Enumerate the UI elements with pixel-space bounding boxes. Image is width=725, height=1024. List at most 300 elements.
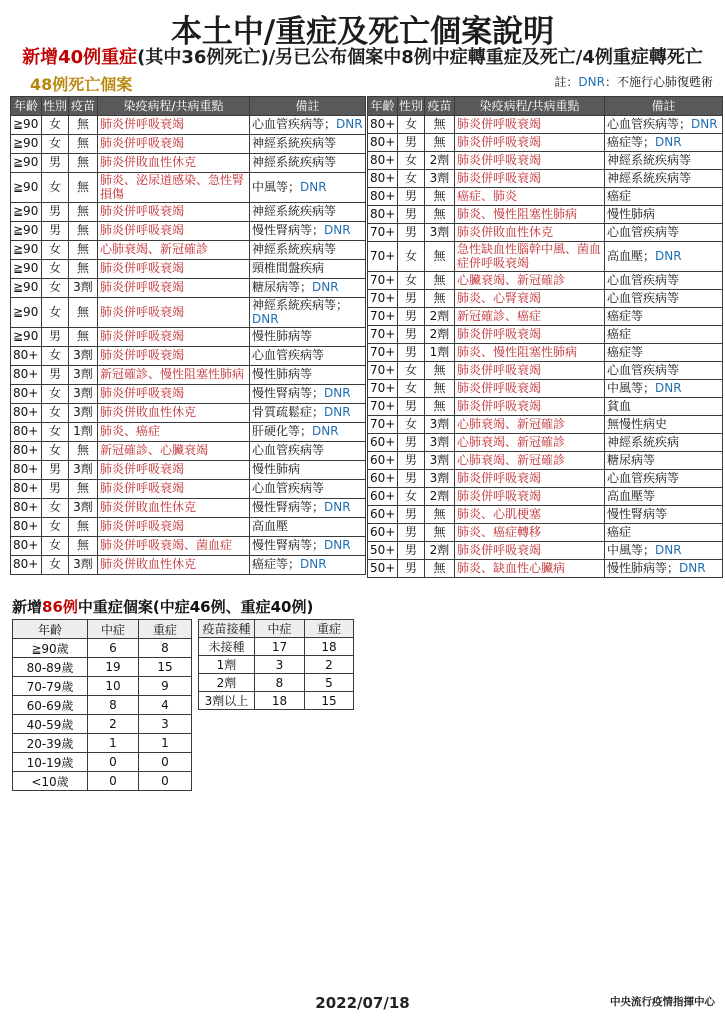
sex-cell: 男	[398, 524, 425, 542]
severe-count-cell: 15	[305, 692, 354, 710]
dnr-tag: DNR	[300, 557, 327, 572]
sex-cell: 女	[42, 116, 69, 135]
remark-text: 慢性腎病等；	[252, 500, 325, 515]
sex-cell: 男	[42, 222, 69, 241]
moderate-count-cell: 8	[88, 696, 139, 715]
sex-cell: 男	[398, 134, 425, 152]
course-cell: 肺炎併呼吸衰竭	[98, 461, 250, 480]
remark-cell	[250, 385, 366, 404]
age-cell: 80+	[368, 152, 398, 170]
remark-text: 慢性腎病等；	[252, 538, 325, 553]
death-table-header-row	[11, 97, 366, 116]
death-row	[368, 116, 723, 134]
remark-text: 癌症等；	[607, 134, 656, 149]
course-cell: 肺炎併呼吸衰竭	[455, 398, 605, 416]
remark-cell	[605, 344, 723, 362]
course-cell: 肺炎、癌症	[98, 423, 250, 442]
sex-cell: 男	[398, 224, 425, 242]
course-cell: 肺炎併呼吸衰竭	[98, 480, 250, 499]
dnr-tag: DNR	[300, 179, 327, 194]
course-cell: 肺炎併呼吸衰竭	[455, 542, 605, 560]
course-cell: 肺炎併呼吸衰竭	[455, 116, 605, 134]
sex-cell: 女	[42, 499, 69, 518]
remark-text: 神經系統疾病等	[252, 155, 337, 170]
sex-cell: 女	[42, 173, 69, 203]
vaccine-cell: 無	[69, 154, 98, 173]
vaccine-cell: 無	[69, 116, 98, 135]
vaccine-cell: 3劑	[69, 499, 98, 518]
death-row	[11, 135, 366, 154]
age-cell: 80+	[11, 556, 42, 575]
vaccine-cell: 3劑	[425, 170, 455, 188]
death-row	[11, 241, 366, 260]
death-row	[368, 398, 723, 416]
vaccine-cell: 無	[425, 524, 455, 542]
death-row	[11, 518, 366, 537]
remark-cell	[250, 442, 366, 461]
remark-cell	[250, 173, 366, 203]
age-cell: 80+	[11, 461, 42, 480]
remark-text: 肝硬化等；	[252, 424, 313, 439]
footnote-term: DNR	[578, 75, 605, 89]
course-cell: 肺炎、心肌梗塞	[455, 506, 605, 524]
moderate-count-cell: 6	[88, 639, 139, 658]
course-cell: 肺炎、泌尿道感染、急性腎損傷	[98, 173, 250, 203]
age-cell: 60+	[368, 506, 398, 524]
death-row	[368, 506, 723, 524]
remark-text: 高血壓	[252, 519, 289, 534]
course-cell: 心肺衰竭、新冠確診	[98, 241, 250, 260]
sex-cell: 女	[42, 442, 69, 461]
remark-cell	[605, 242, 723, 272]
remark-text: 高血壓等	[607, 488, 656, 503]
remark-cell	[605, 452, 723, 470]
remark-cell	[605, 542, 723, 560]
remark-text: 慢性腎病等；	[252, 386, 325, 401]
death-row	[368, 134, 723, 152]
severe-count-cell: 8	[139, 639, 192, 658]
age-cell: 80+	[11, 442, 42, 461]
remark-cell	[250, 404, 366, 423]
death-row	[11, 461, 366, 480]
vaccine-cell: 無	[425, 290, 455, 308]
remark-text: 神經系統疾病等	[252, 242, 337, 257]
group-label-cell: 未接種	[199, 638, 255, 656]
remark-cell	[605, 224, 723, 242]
remark-cell	[250, 328, 366, 347]
vaccine-cell: 1劑	[69, 423, 98, 442]
remark-text: 神經系統疾病	[607, 434, 680, 449]
sex-cell: 男	[42, 203, 69, 222]
sex-cell: 男	[398, 560, 425, 578]
remark-text: 心血管疾病等；	[607, 116, 692, 131]
dnr-tag: DNR	[324, 500, 351, 515]
death-row	[368, 242, 723, 272]
remark-text: 神經系統疾病等	[252, 136, 337, 151]
sex-cell: 男	[42, 366, 69, 385]
vaccine-cell: 無	[69, 298, 98, 328]
sex-cell: 女	[42, 404, 69, 423]
vaccine-cell: 3劑	[425, 434, 455, 452]
remark-text: 慢性肺病	[252, 462, 301, 477]
dnr-tag: DNR	[655, 248, 682, 263]
course-cell: 肺炎併敗血性休克	[98, 499, 250, 518]
age-cell: ≧90	[11, 135, 42, 154]
vaccine-cell: 無	[425, 116, 455, 134]
remark-text: 心血管疾病等	[607, 290, 680, 305]
column-header-vaccine: 疫苗	[69, 97, 98, 116]
death-row	[11, 203, 366, 222]
remark-text: 心血管疾病等	[607, 470, 680, 485]
summary-row	[13, 753, 192, 772]
age-cell: 70+	[368, 416, 398, 434]
age-cell: ≧90	[11, 260, 42, 279]
sex-cell: 女	[398, 416, 425, 434]
moderate-count-cell: 2	[88, 715, 139, 734]
severe-count-cell: 18	[305, 638, 354, 656]
death-row	[368, 326, 723, 344]
summary-row	[13, 658, 192, 677]
column-header-age-group: 年齡	[13, 620, 88, 639]
dnr-tag: DNR	[324, 386, 351, 401]
sex-cell: 男	[398, 506, 425, 524]
death-row	[11, 499, 366, 518]
remark-text: 慢性肺病等	[252, 329, 313, 344]
sex-cell: 男	[398, 308, 425, 326]
remark-text: 慢性肺病等；	[607, 560, 680, 575]
remark-cell	[250, 537, 366, 556]
subtitle-highlight: 新增40例重症	[22, 47, 138, 68]
summary-row	[13, 734, 192, 753]
group-label-cell: 10-19歲	[13, 753, 88, 772]
sex-cell: 女	[398, 488, 425, 506]
death-row	[368, 434, 723, 452]
remark-cell	[250, 203, 366, 222]
course-cell: 肺炎併呼吸衰竭	[455, 362, 605, 380]
vaccine-cell: 3劑	[69, 385, 98, 404]
death-row	[368, 188, 723, 206]
age-cell: 50+	[368, 542, 398, 560]
severe-count-cell: 3	[139, 715, 192, 734]
remark-text: 糖尿病等	[607, 452, 656, 467]
remark-text: 慢性腎病等；	[252, 223, 325, 238]
remark-cell	[605, 398, 723, 416]
remark-cell	[605, 326, 723, 344]
remark-cell	[605, 524, 723, 542]
moderate-count-cell: 0	[88, 772, 139, 791]
death-row	[11, 116, 366, 135]
death-row	[368, 152, 723, 170]
group-label-cell: 70-79歲	[13, 677, 88, 696]
course-cell: 肺炎併呼吸衰竭	[98, 116, 250, 135]
death-row	[368, 380, 723, 398]
column-header-remark: 備註	[250, 97, 366, 116]
death-row	[11, 328, 366, 347]
sex-cell: 男	[42, 461, 69, 480]
vaccine-cell: 無	[69, 222, 98, 241]
severe-count-cell: 15	[139, 658, 192, 677]
age-cell: 80+	[368, 206, 398, 224]
summary-row	[13, 696, 192, 715]
death-row	[368, 524, 723, 542]
sex-cell: 女	[42, 260, 69, 279]
sex-cell: 女	[42, 347, 69, 366]
dnr-tag: DNR	[324, 538, 351, 553]
vaccine-cell: 2劑	[425, 488, 455, 506]
age-cell: 60+	[368, 488, 398, 506]
course-cell: 肺炎併敗血性休克	[455, 224, 605, 242]
summary-header-row	[199, 620, 354, 638]
course-cell: 肺炎、慢性阻塞性肺病	[455, 206, 605, 224]
remark-cell	[605, 272, 723, 290]
column-header-moderate: 中症	[255, 620, 305, 638]
dnr-tag: DNR	[336, 117, 363, 132]
moderate-count-cell: 1	[88, 734, 139, 753]
remark-cell	[250, 518, 366, 537]
dnr-tag: DNR	[312, 280, 339, 295]
remark-cell	[605, 188, 723, 206]
remark-cell	[250, 480, 366, 499]
age-cell: ≧90	[11, 203, 42, 222]
vaccine-cell: 無	[69, 241, 98, 260]
remark-cell	[250, 135, 366, 154]
sex-cell: 女	[42, 385, 69, 404]
remark-text: 貧血	[607, 398, 632, 413]
vaccine-cell: 無	[425, 242, 455, 272]
remark-cell	[250, 347, 366, 366]
age-cell: 80+	[368, 134, 398, 152]
sex-cell: 男	[398, 434, 425, 452]
sex-cell: 男	[42, 480, 69, 499]
remark-text: 癌症	[607, 188, 632, 203]
summary-row	[13, 677, 192, 696]
dnr-tag: DNR	[324, 405, 351, 420]
sex-cell: 女	[398, 242, 425, 272]
group-label-cell: 2劑	[199, 674, 255, 692]
dnr-tag: DNR	[312, 424, 339, 439]
death-row	[11, 347, 366, 366]
sex-cell: 女	[42, 298, 69, 328]
death-row	[11, 537, 366, 556]
moderate-count-cell: 19	[88, 658, 139, 677]
remark-text: 中風等；	[607, 542, 656, 557]
age-cell: ≧90	[11, 222, 42, 241]
course-cell: 心臟衰竭、新冠確診	[455, 272, 605, 290]
age-cell: 70+	[368, 242, 398, 272]
remark-cell	[605, 416, 723, 434]
remark-text: 無慢性病史	[607, 416, 668, 431]
vaccine-cell: 3劑	[69, 366, 98, 385]
sex-cell: 女	[398, 170, 425, 188]
sex-cell: 女	[42, 423, 69, 442]
sex-cell: 女	[42, 135, 69, 154]
age-cell: 70+	[368, 380, 398, 398]
vaccine-cell: 1劑	[425, 344, 455, 362]
death-row	[11, 480, 366, 499]
death-row	[11, 442, 366, 461]
vaccine-cell: 無	[425, 506, 455, 524]
remark-cell	[250, 222, 366, 241]
sex-cell: 女	[398, 362, 425, 380]
sex-cell: 男	[398, 452, 425, 470]
column-header-vaccination: 疫苗接種	[199, 620, 255, 638]
course-cell: 肺炎併呼吸衰竭	[98, 203, 250, 222]
dnr-tag: DNR	[655, 380, 682, 395]
section-label-deaths: 48例死亡個案	[30, 75, 133, 94]
issuer-name: 中央流行疫情指揮中心	[610, 996, 715, 1008]
death-row	[368, 290, 723, 308]
dnr-tag: DNR	[691, 116, 718, 131]
age-cell: 70+	[368, 224, 398, 242]
sex-cell: 男	[398, 290, 425, 308]
moderate-count-cell: 0	[88, 753, 139, 772]
course-cell: 肺炎、癌症轉移	[455, 524, 605, 542]
group-label-cell: <10歲	[13, 772, 88, 791]
course-cell: 新冠確診、心臟衰竭	[98, 442, 250, 461]
death-row	[11, 423, 366, 442]
remark-cell	[250, 499, 366, 518]
age-cell: 80+	[11, 518, 42, 537]
vaccine-cell: 無	[69, 537, 98, 556]
remark-cell	[250, 241, 366, 260]
column-header-remark: 備註	[605, 97, 723, 116]
severe-count-cell: 0	[139, 753, 192, 772]
age-cell: 70+	[368, 344, 398, 362]
column-header-severe: 重症	[139, 620, 192, 639]
vaccine-cell: 3劑	[69, 404, 98, 423]
course-cell: 肺炎併呼吸衰竭	[98, 347, 250, 366]
summary-row	[199, 638, 354, 656]
subtitle-rest: (其中36例死亡)/另已公布個案中8例中症轉重症及死亡/4例重症轉死亡	[137, 47, 703, 68]
course-cell: 心肺衰竭、新冠確診	[455, 452, 605, 470]
age-cell: 80+	[11, 423, 42, 442]
course-cell: 肺炎併呼吸衰竭	[98, 222, 250, 241]
death-row	[368, 470, 723, 488]
remark-cell	[605, 308, 723, 326]
course-cell: 肺炎、缺血性心臟病	[455, 560, 605, 578]
death-row	[368, 224, 723, 242]
remark-text: 頸椎間盤疾病	[252, 261, 325, 276]
death-row	[368, 308, 723, 326]
remark-cell	[605, 506, 723, 524]
remark-text: 癌症等	[607, 308, 644, 323]
remark-cell	[605, 380, 723, 398]
dnr-footnote	[554, 74, 713, 90]
course-cell: 肺炎、心腎衰竭	[455, 290, 605, 308]
age-cell: 70+	[368, 326, 398, 344]
course-cell: 新冠確診、慢性阻塞性肺病	[98, 366, 250, 385]
course-cell: 肺炎、慢性阻塞性肺病	[455, 344, 605, 362]
vaccine-cell: 無	[69, 203, 98, 222]
remark-cell	[250, 116, 366, 135]
vaccine-cell: 3劑	[69, 347, 98, 366]
dnr-tag: DNR	[324, 223, 351, 238]
death-row	[11, 385, 366, 404]
death-row	[11, 154, 366, 173]
vaccine-cell: 無	[69, 135, 98, 154]
remark-cell	[605, 362, 723, 380]
age-cell: 80+	[11, 366, 42, 385]
age-cell: 70+	[368, 272, 398, 290]
course-cell: 肺炎併呼吸衰竭	[455, 134, 605, 152]
report-date: 2022/07/18	[315, 994, 410, 1012]
age-cell: 80+	[11, 385, 42, 404]
sex-cell: 男	[42, 154, 69, 173]
remark-text: 癌症	[607, 524, 632, 539]
remark-text: 癌症等；	[252, 557, 301, 572]
moderate-count-cell: 17	[255, 638, 305, 656]
severe-count-cell: 1	[139, 734, 192, 753]
remark-cell	[250, 461, 366, 480]
vaccine-cell: 無	[425, 272, 455, 290]
death-row	[368, 170, 723, 188]
death-row	[368, 344, 723, 362]
moderate-count-cell: 18	[255, 692, 305, 710]
course-cell: 癌症、肺炎	[455, 188, 605, 206]
course-cell: 心肺衰竭、新冠確診	[455, 416, 605, 434]
course-cell: 肺炎併呼吸衰竭	[98, 385, 250, 404]
death-row	[368, 542, 723, 560]
age-cell: ≧90	[11, 279, 42, 298]
course-cell: 肺炎併呼吸衰竭	[98, 518, 250, 537]
remark-text: 中風等；	[607, 380, 656, 395]
course-cell: 新冠確診、癌症	[455, 308, 605, 326]
sex-cell: 女	[42, 537, 69, 556]
remark-cell	[605, 488, 723, 506]
death-row	[11, 260, 366, 279]
remark-text: 神經系統疾病等	[607, 152, 692, 167]
death-row	[11, 222, 366, 241]
vaccine-cell: 3劑	[425, 470, 455, 488]
summary-header-row	[13, 620, 192, 639]
vaccine-cell: 無	[425, 398, 455, 416]
age-cell: 80+	[368, 116, 398, 134]
page-title: 本土中/重症及死亡個案說明	[170, 14, 555, 50]
age-cell: ≧90	[11, 328, 42, 347]
column-header-age: 年齡	[368, 97, 398, 116]
vaccine-cell: 2劑	[425, 326, 455, 344]
sex-cell: 女	[398, 152, 425, 170]
sex-cell: 男	[398, 326, 425, 344]
age-cell: 60+	[368, 524, 398, 542]
severe-count-cell: 0	[139, 772, 192, 791]
age-cell: ≧90	[11, 116, 42, 135]
age-cell: ≧90	[11, 154, 42, 173]
vaccine-cell: 2劑	[425, 152, 455, 170]
death-row	[11, 298, 366, 328]
remark-text: 骨質疏鬆症；	[252, 405, 325, 420]
remark-text: 中風等；	[252, 179, 301, 194]
age-cell: 60+	[368, 452, 398, 470]
summary-row	[13, 772, 192, 791]
remark-cell	[605, 290, 723, 308]
vaccine-cell: 無	[69, 328, 98, 347]
age-cell: ≧90	[11, 241, 42, 260]
course-cell: 肺炎併呼吸衰竭	[98, 135, 250, 154]
remark-cell	[250, 423, 366, 442]
vaccine-cell: 3劑	[425, 416, 455, 434]
remark-cell	[605, 134, 723, 152]
column-header-course: 染疫病程/共病重點	[455, 97, 605, 116]
remark-text: 癌症等	[607, 344, 644, 359]
age-cell: 80+	[368, 188, 398, 206]
moderate-count-cell: 3	[255, 656, 305, 674]
death-row	[11, 556, 366, 575]
sex-cell: 男	[398, 542, 425, 560]
course-cell: 肺炎併呼吸衰竭	[455, 326, 605, 344]
vaccine-cell: 3劑	[69, 279, 98, 298]
remark-text: 癌症	[607, 326, 632, 341]
